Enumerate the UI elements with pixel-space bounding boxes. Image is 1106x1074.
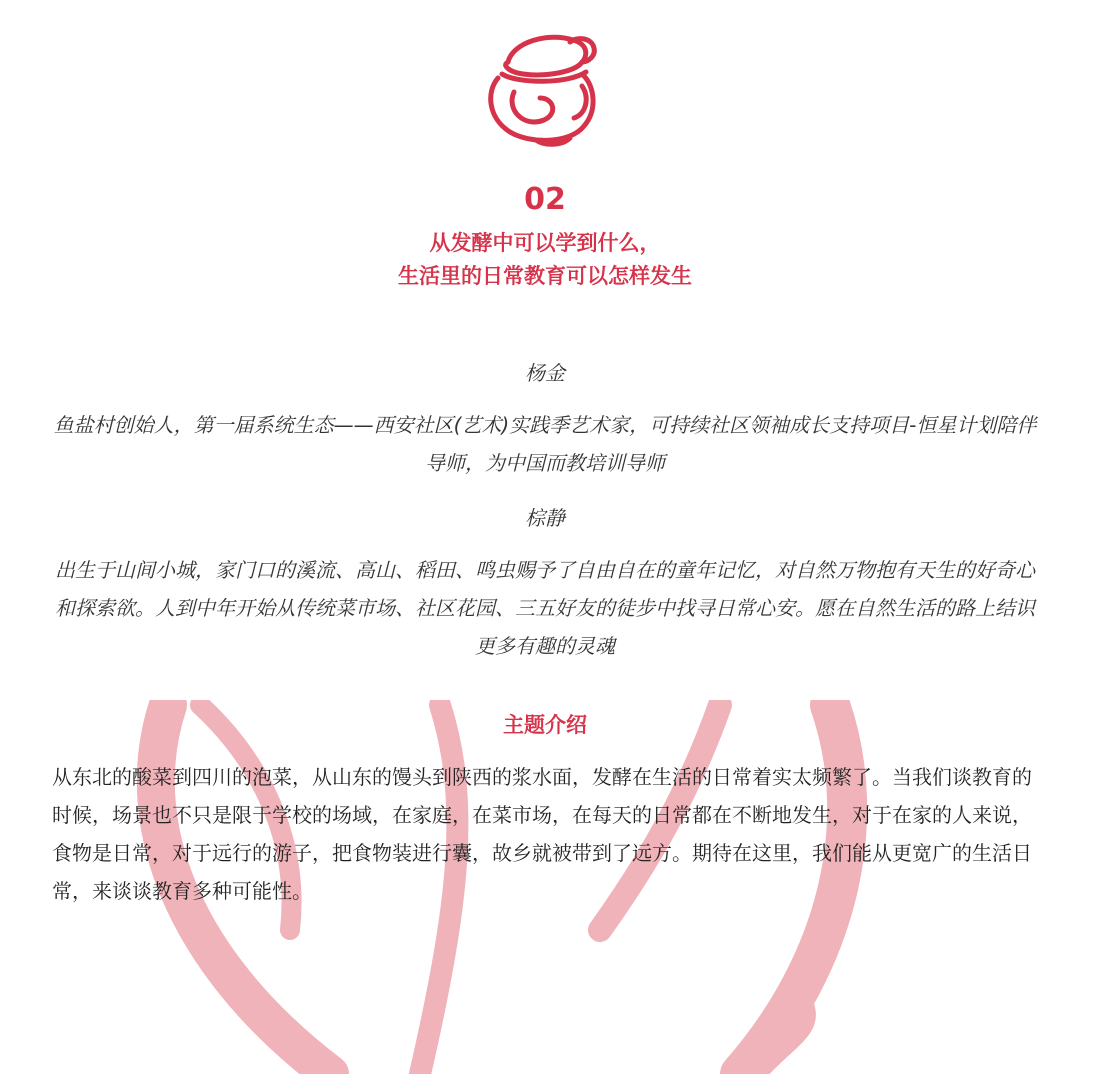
jar-icon bbox=[478, 22, 608, 152]
speaker-name: 棕静 bbox=[525, 506, 565, 530]
speaker-name: 杨金 bbox=[525, 361, 565, 385]
topic-text: 从东北的酸菜到四川的泡菜，从山东的馒头到陕西的浆水面，发酵在生活的日常着实太频繁了。当我们谈教育的时候，场景也不只是限于学校的场域，在家庭，在菜市场，在每天的日常都在不断地发生，对于在家的人来说，食物是日常，对于远行的游子，把食物装进行囊，故乡就被带到了远方。期待在这里，我们能从更宽广的生活日常，来谈谈教育多种可能性。 bbox=[52, 765, 1032, 903]
speaker-bio: 鱼盐村创始人，第一届系统生态——西安社区(艺术)实践季艺术家，可持续社区领袖成长支持项目-恒星计划陪伴导师，为中国而教培训导师 bbox=[53, 413, 1037, 475]
section-number: 02 bbox=[524, 182, 566, 217]
section-title-line-2: 生活里的日常教育可以怎样发生 bbox=[398, 264, 692, 288]
topic-heading: 主题介绍 bbox=[503, 713, 587, 737]
section-title-line-1: 从发酵中可以学到什么， bbox=[429, 231, 661, 255]
speaker-bio: 出生于山间小城，家门口的溪流、高山、稻田、鸣虫赐予了自由自在的童年记忆，对自然万物抱有天生的好奇心和探索欲。人到中年开始从传统菜市场、社区花园、三五好友的徒步中找寻日常心安。愿在自然生活的路上结识更多有趣的灵魂 bbox=[55, 558, 1035, 658]
